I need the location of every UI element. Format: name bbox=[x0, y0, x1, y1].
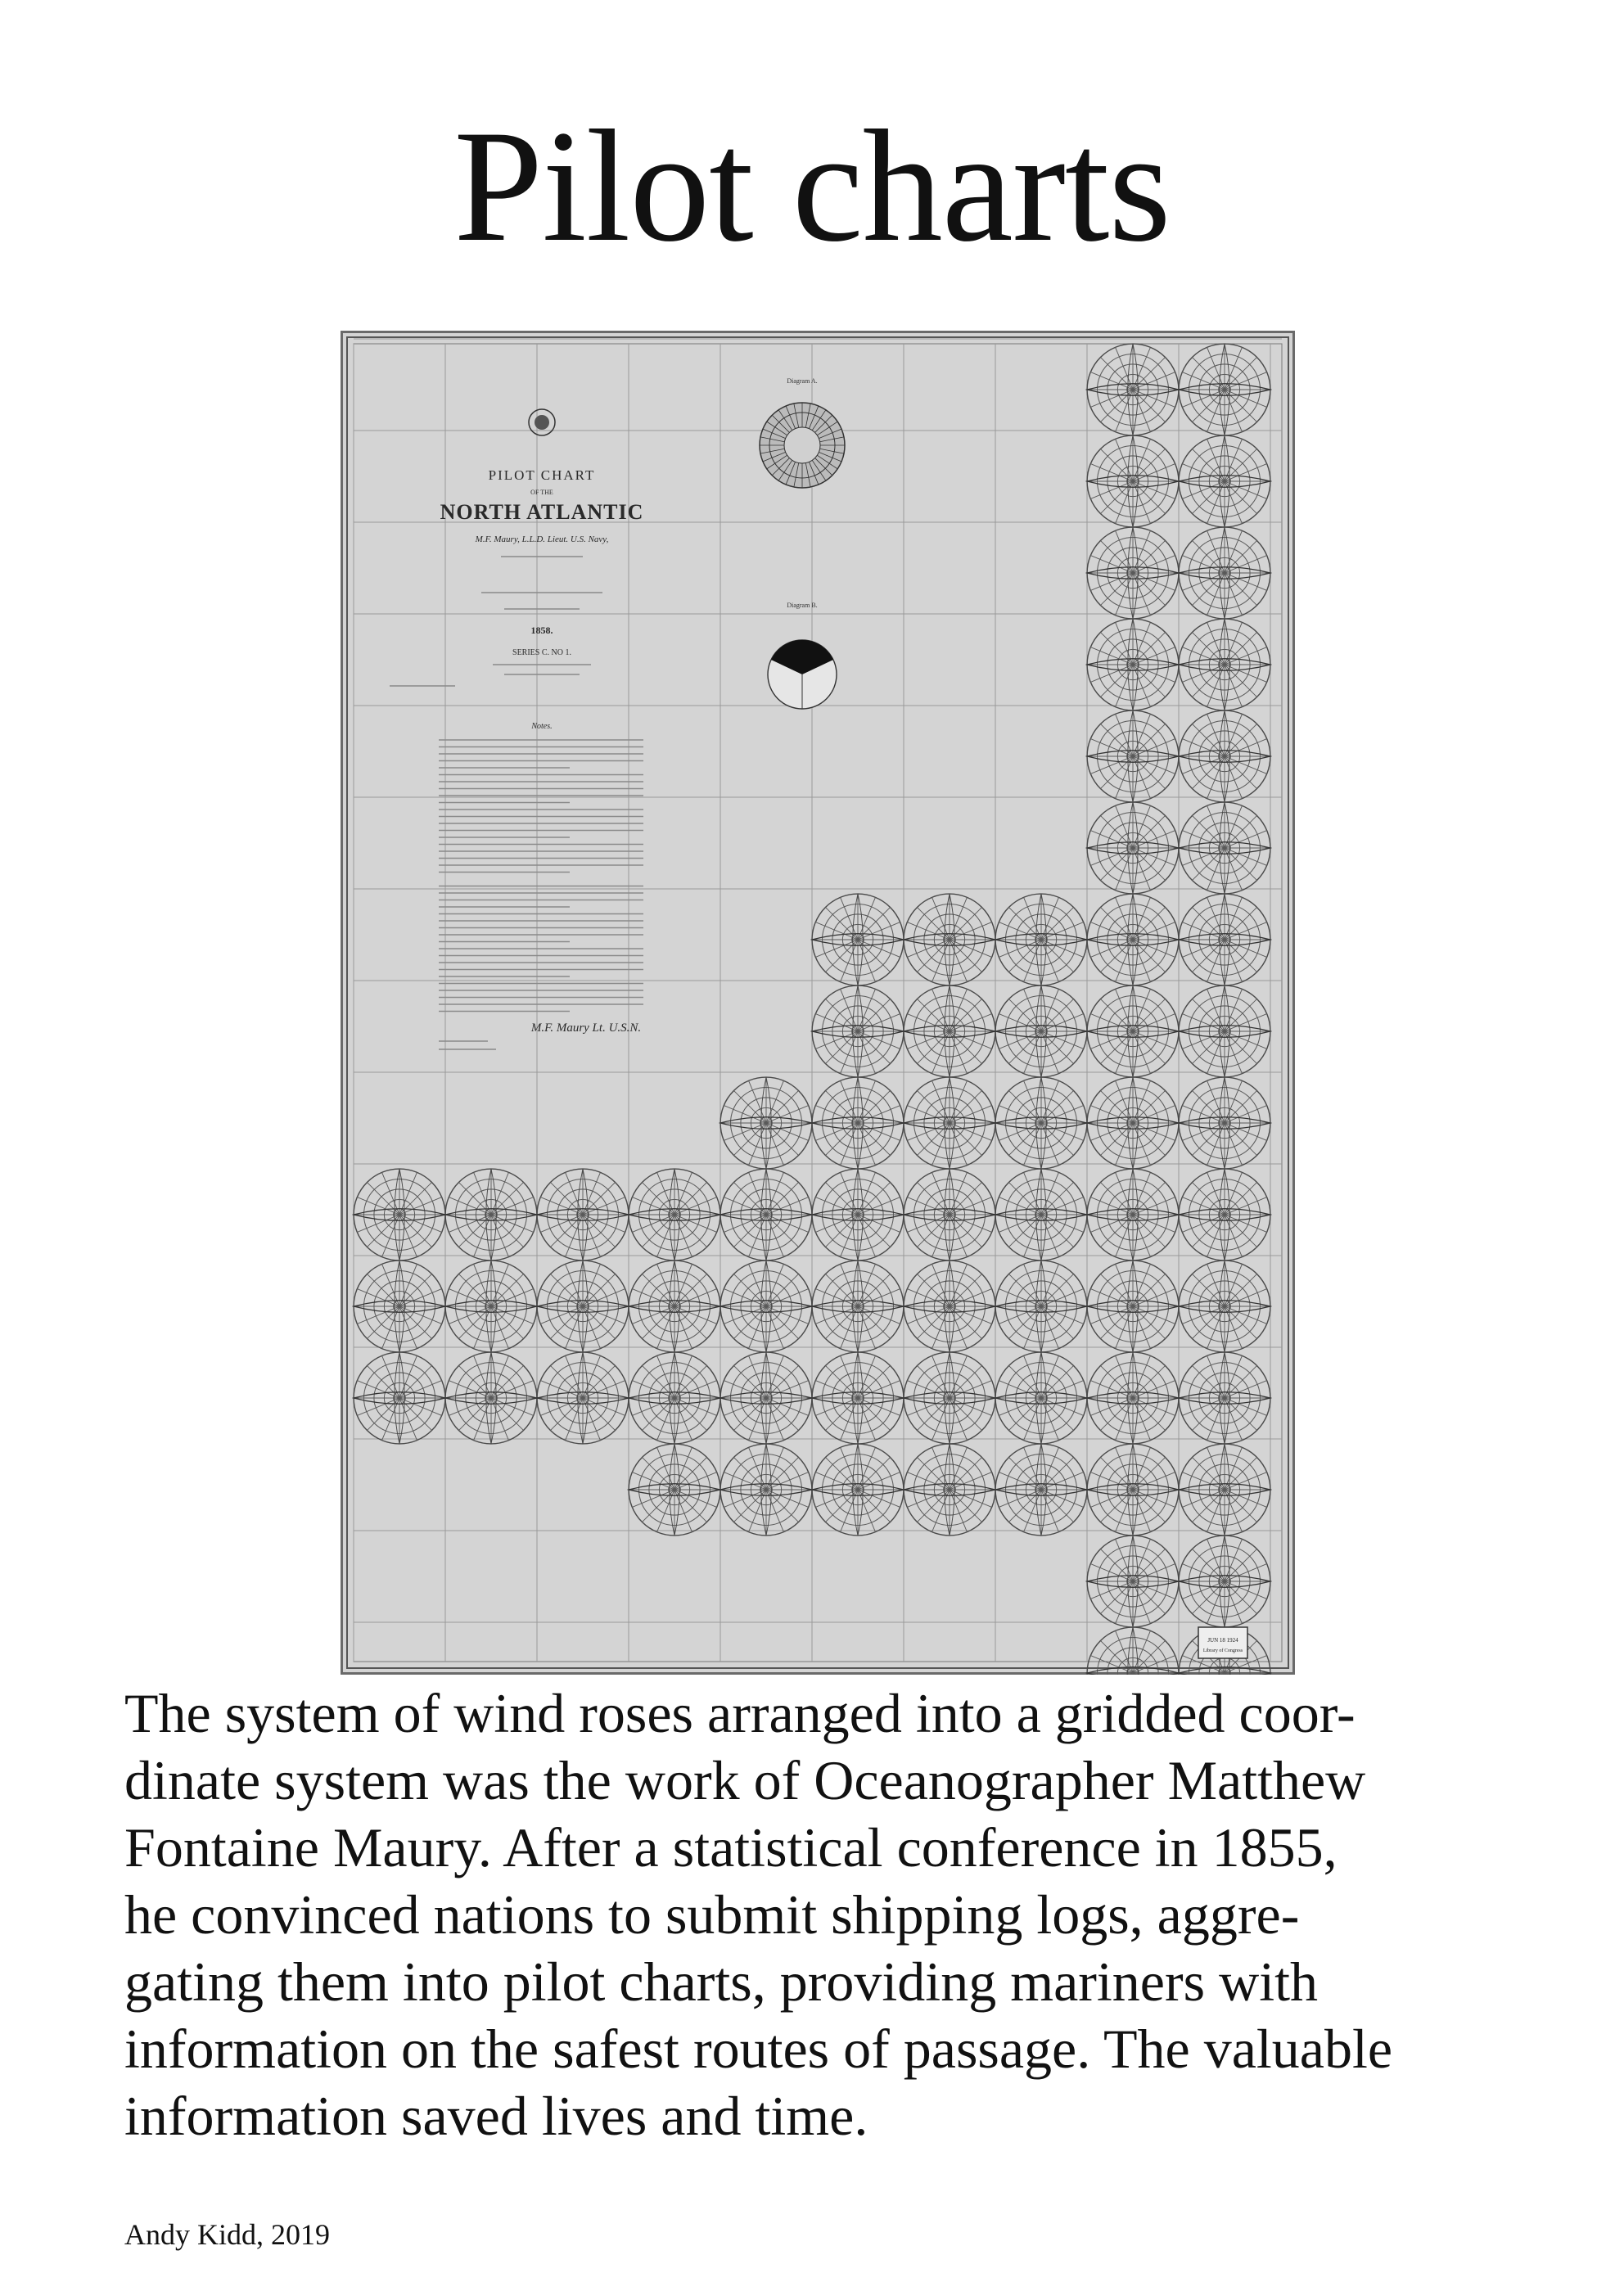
author-credit: Andy Kidd, 2019 bbox=[124, 2218, 330, 2251]
wind-rose bbox=[720, 1169, 812, 1261]
wind-rose bbox=[1087, 1352, 1179, 1444]
wind-rose bbox=[1179, 527, 1270, 619]
wind-rose bbox=[904, 985, 995, 1077]
pilot-chart-map-image bbox=[341, 331, 1295, 1675]
wind-rose bbox=[904, 1444, 995, 1536]
diagram-a-label: Diagram A. bbox=[787, 377, 818, 385]
body-line-5: gating them into pilot charts, providing mariners with bbox=[124, 1951, 1318, 2013]
wind-rose bbox=[812, 1444, 904, 1536]
wind-rose bbox=[629, 1352, 720, 1444]
wind-rose bbox=[629, 1444, 720, 1536]
wind-rose bbox=[1179, 344, 1270, 435]
wind-rose bbox=[1087, 1077, 1179, 1169]
wind-rose bbox=[354, 1352, 445, 1444]
wind-rose bbox=[1179, 710, 1270, 802]
wind-rose bbox=[1087, 1169, 1179, 1261]
wind-rose bbox=[904, 894, 995, 985]
wind-rose bbox=[995, 985, 1087, 1077]
wind-rose bbox=[1179, 1169, 1270, 1261]
wind-rose bbox=[1179, 1352, 1270, 1444]
wind-rose bbox=[812, 985, 904, 1077]
map-heading-2: OF THE bbox=[530, 489, 553, 496]
body-paragraph bbox=[124, 1680, 1532, 2149]
wind-rose bbox=[720, 1352, 812, 1444]
wind-rose bbox=[1179, 435, 1270, 527]
wind-rose bbox=[812, 1352, 904, 1444]
wind-rose bbox=[1179, 1077, 1270, 1169]
wind-rose bbox=[904, 1352, 995, 1444]
wind-rose bbox=[995, 1077, 1087, 1169]
map-heading-1: PILOT CHART bbox=[488, 467, 596, 483]
wind-rose bbox=[445, 1169, 537, 1261]
wind-rose bbox=[812, 1077, 904, 1169]
page-title: Pilot charts bbox=[453, 97, 1171, 275]
wind-rose bbox=[1179, 985, 1270, 1077]
map-series: SERIES C. NO 1. bbox=[512, 648, 571, 657]
wind-rose bbox=[1087, 985, 1179, 1077]
wind-rose bbox=[354, 1169, 445, 1261]
wind-rose bbox=[1087, 894, 1179, 985]
wind-rose bbox=[1087, 802, 1179, 894]
map-heading-3: NORTH ATLANTIC bbox=[440, 500, 644, 524]
wind-rose bbox=[995, 1261, 1087, 1352]
pilot-chart-illustration bbox=[341, 331, 1295, 1675]
wind-rose bbox=[904, 1077, 995, 1169]
wind-rose bbox=[995, 1169, 1087, 1261]
wind-rose bbox=[720, 1261, 812, 1352]
wind-rose bbox=[1179, 802, 1270, 894]
wind-rose bbox=[1179, 894, 1270, 985]
body-line-2: dinate system was the work of Oceanographer Matthew bbox=[124, 1749, 1366, 1811]
wind-rose bbox=[812, 894, 904, 985]
stamp-date: JUN 18 1924 bbox=[1207, 1637, 1238, 1644]
wind-rose bbox=[720, 1077, 812, 1169]
wind-rose bbox=[1179, 1444, 1270, 1536]
wind-rose bbox=[1087, 435, 1179, 527]
wind-rose bbox=[720, 1444, 812, 1536]
wind-rose bbox=[1087, 1444, 1179, 1536]
body-line-7: information saved lives and time. bbox=[124, 2085, 868, 2147]
wind-rose bbox=[904, 1169, 995, 1261]
wind-rose bbox=[1179, 1536, 1270, 1627]
wind-rose bbox=[812, 1169, 904, 1261]
wind-rose bbox=[354, 1261, 445, 1352]
wind-rose bbox=[445, 1352, 537, 1444]
wind-rose bbox=[537, 1261, 629, 1352]
body-line-1: The system of wind roses arranged into a gridded coor- bbox=[124, 1682, 1356, 1744]
wind-rose bbox=[445, 1261, 537, 1352]
wind-rose bbox=[1087, 527, 1179, 619]
wind-rose bbox=[1087, 619, 1179, 710]
wind-rose bbox=[1087, 1536, 1179, 1627]
diagram-b-label: Diagram B. bbox=[787, 602, 818, 609]
wind-rose bbox=[995, 894, 1087, 985]
wind-rose bbox=[812, 1261, 904, 1352]
map-notes-heading: Notes. bbox=[531, 722, 553, 731]
wind-rose bbox=[537, 1352, 629, 1444]
body-line-6: information on the safest routes of passage. The valuable bbox=[124, 2018, 1393, 2080]
wind-rose bbox=[995, 1352, 1087, 1444]
wind-rose bbox=[537, 1169, 629, 1261]
map-author: M.F. Maury, L.L.D. Lieut. U.S. Navy, bbox=[475, 534, 609, 544]
map-year: 1858. bbox=[530, 625, 553, 636]
wind-rose bbox=[1179, 619, 1270, 710]
wind-rose bbox=[629, 1261, 720, 1352]
wind-rose bbox=[1087, 1261, 1179, 1352]
body-line-4: he convinced nations to submit shipping logs, aggre- bbox=[124, 1883, 1300, 1946]
map-signature: M.F. Maury Lt. U.S.N. bbox=[530, 1021, 642, 1035]
wind-rose bbox=[1087, 344, 1179, 435]
wind-rose bbox=[629, 1169, 720, 1261]
wind-rose bbox=[904, 1261, 995, 1352]
body-line-3: Fontaine Maury. After a statistical conference in 1855, bbox=[124, 1816, 1338, 1878]
stamp-library: Library of Congress bbox=[1202, 1648, 1243, 1653]
wind-rose bbox=[995, 1444, 1087, 1536]
wind-rose bbox=[1179, 1261, 1270, 1352]
wind-rose bbox=[1087, 710, 1179, 802]
